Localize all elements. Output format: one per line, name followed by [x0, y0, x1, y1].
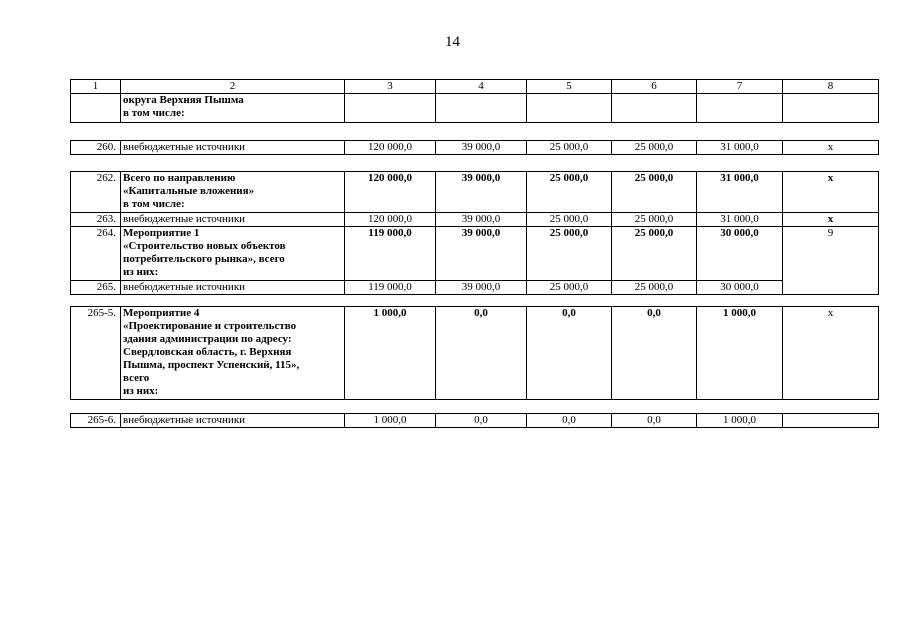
value-col-4: 39 000,0 [436, 172, 527, 213]
row-number: 265. [71, 281, 121, 295]
value-col-6: 25 000,0 [612, 141, 697, 155]
table-row [71, 141, 879, 155]
value-col-7: 1 000,0 [697, 414, 783, 428]
header-col-8: 8 [783, 80, 879, 94]
value-col-5: 25 000,0 [527, 172, 612, 213]
row-number: 260. [71, 141, 121, 155]
table-part-4 [70, 306, 879, 400]
table-part-1 [70, 79, 879, 123]
row-label: округа Верхняя Пышма в том числе: [121, 94, 345, 123]
value-col-7: 1 000,0 [697, 307, 783, 400]
table-row [71, 227, 879, 281]
header-col-3: 3 [345, 80, 436, 94]
row-number: 262. [71, 172, 121, 213]
value-col-4: 39 000,0 [436, 141, 527, 155]
value-col-7: 31 000,0 [697, 141, 783, 155]
table-row [71, 94, 879, 123]
header-col-1: 1 [71, 80, 121, 94]
row-label: Мероприятие 1 «Строительство новых объектов потребительского рынка», всего из них: [121, 227, 345, 281]
value-col-7: 30 000,0 [697, 227, 783, 281]
table-row [71, 281, 879, 295]
value-col-5: 25 000,0 [527, 227, 612, 281]
value-col-4: 0,0 [436, 307, 527, 400]
value-col-5: 25 000,0 [527, 141, 612, 155]
row-label: внебюджетные источники [121, 141, 345, 155]
row-number: 265-6. [71, 414, 121, 428]
row-number: 263. [71, 213, 121, 227]
value-col-8: 9 [783, 227, 879, 295]
value-col-6: 0,0 [612, 414, 697, 428]
row-label: Всего по направлению «Капитальные вложения» в том числе: [121, 172, 345, 213]
table-row [71, 414, 879, 428]
page-number: 14 [445, 34, 460, 50]
value-col-6: 0,0 [612, 307, 697, 400]
table-row [71, 172, 879, 213]
value-col-6: 25 000,0 [612, 213, 697, 227]
value-col-8: x [783, 141, 879, 155]
value-col-3: 1 000,0 [345, 414, 436, 428]
value-col-7: 31 000,0 [697, 172, 783, 213]
header-col-4: 4 [436, 80, 527, 94]
value-col-8: x [783, 307, 879, 400]
row-number [71, 94, 121, 123]
value-col-3: 1 000,0 [345, 307, 436, 400]
header-col-2: 2 [121, 80, 345, 94]
value-col-6: 25 000,0 [612, 281, 697, 295]
value-col-3: 120 000,0 [345, 213, 436, 227]
value-col-8 [783, 414, 879, 428]
header-col-5: 5 [527, 80, 612, 94]
value-col-4: 39 000,0 [436, 281, 527, 295]
value-col-3: 119 000,0 [345, 281, 436, 295]
value-col-5: 0,0 [527, 307, 612, 400]
row-number: 265-5. [71, 307, 121, 400]
row-label: внебюджетные источники [121, 281, 345, 295]
row-number: 264. [71, 227, 121, 281]
row-label: Мероприятие 4 «Проектирование и строительство здания администрации по адресу: Свердловская область, г. Верхняя Пышма, проспект Успенский, 115», всего из них: [121, 307, 345, 400]
row-label: внебюджетные источники [121, 213, 345, 227]
value-col-7: 31 000,0 [697, 213, 783, 227]
table-header-row [71, 80, 879, 94]
table-row [71, 213, 879, 227]
value-col-8: x [783, 172, 879, 213]
value-col-6: 25 000,0 [612, 172, 697, 213]
table-part-3 [70, 171, 879, 295]
table-part-2 [70, 140, 879, 155]
value-col-7: 30 000,0 [697, 281, 783, 295]
value-col-3: 120 000,0 [345, 141, 436, 155]
value-col-4: 39 000,0 [436, 227, 527, 281]
row-label: внебюджетные источники [121, 414, 345, 428]
value-col-3: 119 000,0 [345, 227, 436, 281]
value-col-5: 25 000,0 [527, 281, 612, 295]
value-col-4: 0,0 [436, 414, 527, 428]
table-row [71, 307, 879, 400]
value-col-5: 25 000,0 [527, 213, 612, 227]
header-col-6: 6 [612, 80, 697, 94]
table-part-5 [70, 413, 879, 428]
value-col-8: x [783, 213, 879, 227]
header-col-7: 7 [697, 80, 783, 94]
value-col-3: 120 000,0 [345, 172, 436, 213]
value-col-5: 0,0 [527, 414, 612, 428]
value-col-4: 39 000,0 [436, 213, 527, 227]
value-col-6: 25 000,0 [612, 227, 697, 281]
